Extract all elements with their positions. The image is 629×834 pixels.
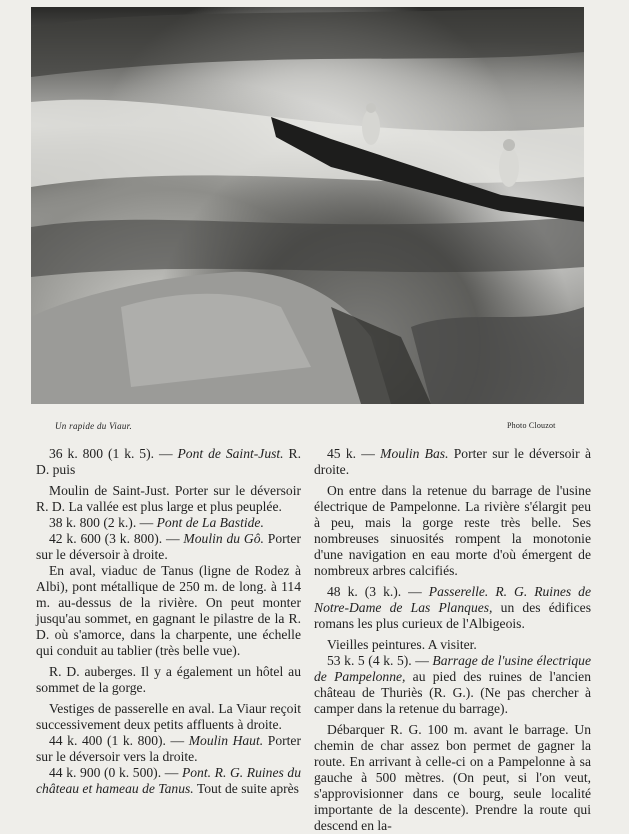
photo-caption: Un rapide du Viaur. <box>55 421 133 431</box>
entry-moulin-du-go: 42 k. 600 (3 k. 800). — Moulin du Gô. Porter sur le déversoir à droite. <box>36 531 301 562</box>
paragraph: Moulin de Saint-Just. Porter sur le déversoir R. D. La vallée est plus large et plus peuplée. <box>36 483 301 514</box>
left-column <box>36 446 301 797</box>
paragraph: On entre dans la retenue du barrage de l'usine électrique de Pampelonne. La rivière s'élargit peu à peu, mais la gorge reste très belle. Ses nombreuses sinuosités rompent la monotonie d'une navigation en eau morte d'où émergent de nombreux arbres calcifiés. <box>314 483 591 578</box>
rapids-photo <box>31 7 584 404</box>
entry-pont-saint-just: 36 k. 800 (1 k. 5). — Pont de Saint-Just. R. D. puis <box>36 446 301 477</box>
paragraph: Débarquer R. G. 100 m. avant le barrage. Un chemin de char assez bon permet de gagner la route. En arrivant à celle-ci on a Pampelonne à sa gauche à 500 mètres. (On peut, si l'on veut, s'approvisionner dans ce bourg, seule localité importante de la descente). Prendre la route qui descend en la- <box>314 722 591 833</box>
right-column <box>314 446 591 834</box>
paragraph: R. D. auberges. Il y a également un hôtel au sommet de la gorge. <box>36 664 301 695</box>
photo-credit: Photo Clouzot <box>507 421 556 430</box>
entry-pont-la-bastide: 38 k. 800 (2 k.). — Pont de La Bastide. <box>49 515 264 530</box>
paragraph: Vestiges de passerelle en aval. La Viaur reçoit successivement deux petits affluents à droite. <box>36 701 301 732</box>
entry-barrage: 53 k. 5 (4 k. 5). — Barrage de l'usine électrique de Pampelonne, au pied des ruines de l'ancien château de Thuriès (R. G.). (Ne pas chercher à camper dans la retenue du barrage). <box>314 653 591 716</box>
paragraph: Vieilles peintures. A visiter. <box>327 637 477 652</box>
canoe-scene <box>31 7 584 404</box>
entry-pont-tanus: 44 k. 900 (0 k. 500). — Pont. R. G. Ruines du château et hameau de Tanus. Tout de suite après <box>36 765 301 796</box>
entry-moulin-bas: 45 k. — Moulin Bas. Porter sur le déversoir à droite. <box>314 446 591 477</box>
entry-passerelle: 48 k. (3 k.). — Passerelle. R. G. Ruines de Notre-Dame de Las Planques, un des édifices romans les plus curieux de l'Albigeois. <box>314 584 592 631</box>
paragraph: En aval, viaduc de Tanus (ligne de Rodez à Albi), pont métallique de 250 m. de long. à 114 m. au-dessus de la rivière. On peut monter jusqu'au sommet, en gagnant le pilastre de la R. D. où s'amorce, dans la charpente, une échelle qui conduit au tablier (très belle vue). <box>36 563 301 658</box>
entry-moulin-haut: 44 k. 400 (1 k. 800). — Moulin Haut. Porter sur le déversoir vers la droite. <box>36 733 301 764</box>
